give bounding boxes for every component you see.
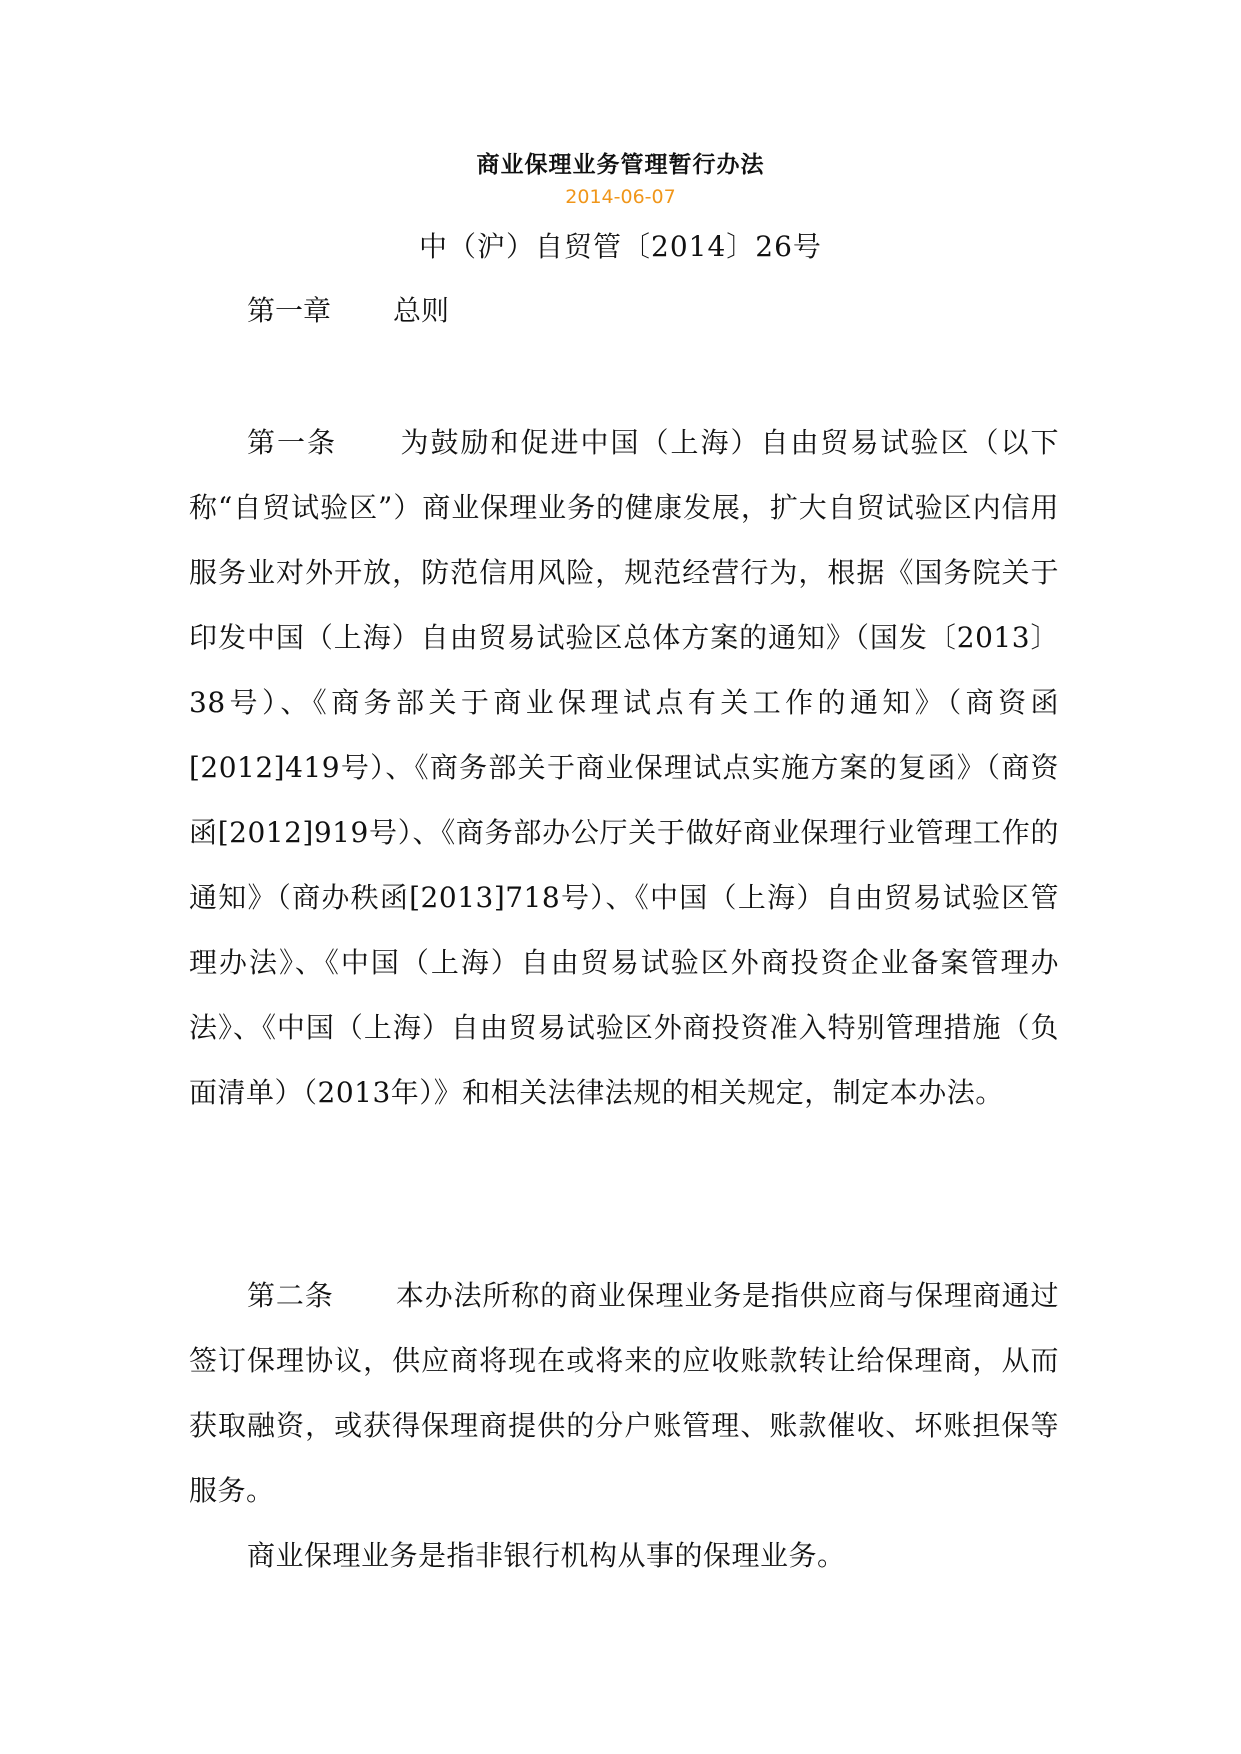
chapter-title: 总则 (393, 294, 450, 327)
chapter-label: 第一章 (247, 294, 332, 327)
article-2-paragraph-2-text: 商业保理业务是指非银行机构从事的保理业务。 (247, 1539, 846, 1572)
article-1 (189, 410, 1059, 1125)
article-2-paragraph-2 (189, 1523, 1059, 1588)
article-1-paragraph (189, 410, 1059, 1125)
article-2-label: 第二条 (247, 1279, 334, 1312)
publish-date: 2014-06-07 (565, 186, 676, 208)
chapter-heading (247, 291, 449, 331)
article-1-text: 为鼓励和促进中国（上海）自由贸易试验区（以下称“自贸试验区”）商业保理业务的健康发展，扩大自贸试验区内信用服务业对外开放，防范信用风险，规范经营行为，根据《国务院关于印发中国（上海）自由贸易试验区总体方案的通知》（国发〔2013〕38号）、《商务部关于商业保理试点有关工作的通知》（商资函[2012]419号）、《商务部关于商业保理试点实施方案的复函》（商资函[2012]919号）、《商务部办公厅关于做好商业保理行业管理工作的通知》（商办秩函[2013]718号）、《中国（上海）自由贸易试验区管理办法》、《中国（上海）自由贸易试验区外商投资企业备案管理办法》、《中国（上海）自由贸易试验区外商投资准入特别管理措施（负面清单）（2013年）》和相关法律法规的相关规定，制定本办法。 (189, 426, 1059, 1109)
article-2-paragraph (189, 1263, 1059, 1523)
article-2 (189, 1263, 1059, 1523)
document-number: 中（沪）自贸管〔2014〕26号 (419, 230, 822, 263)
article-1-label: 第一条 (247, 426, 337, 459)
document-title: 商业保理业务管理暂行办法 (476, 152, 765, 178)
article-2-text: 本办法所称的商业保理业务是指供应商与保理商通过签订保理协议，供应商将现在或将来的应收账款转让给保理商，从而获取融资，或获得保理商提供的分户账管理、账款催收、坏账担保等服务。 (189, 1279, 1059, 1507)
